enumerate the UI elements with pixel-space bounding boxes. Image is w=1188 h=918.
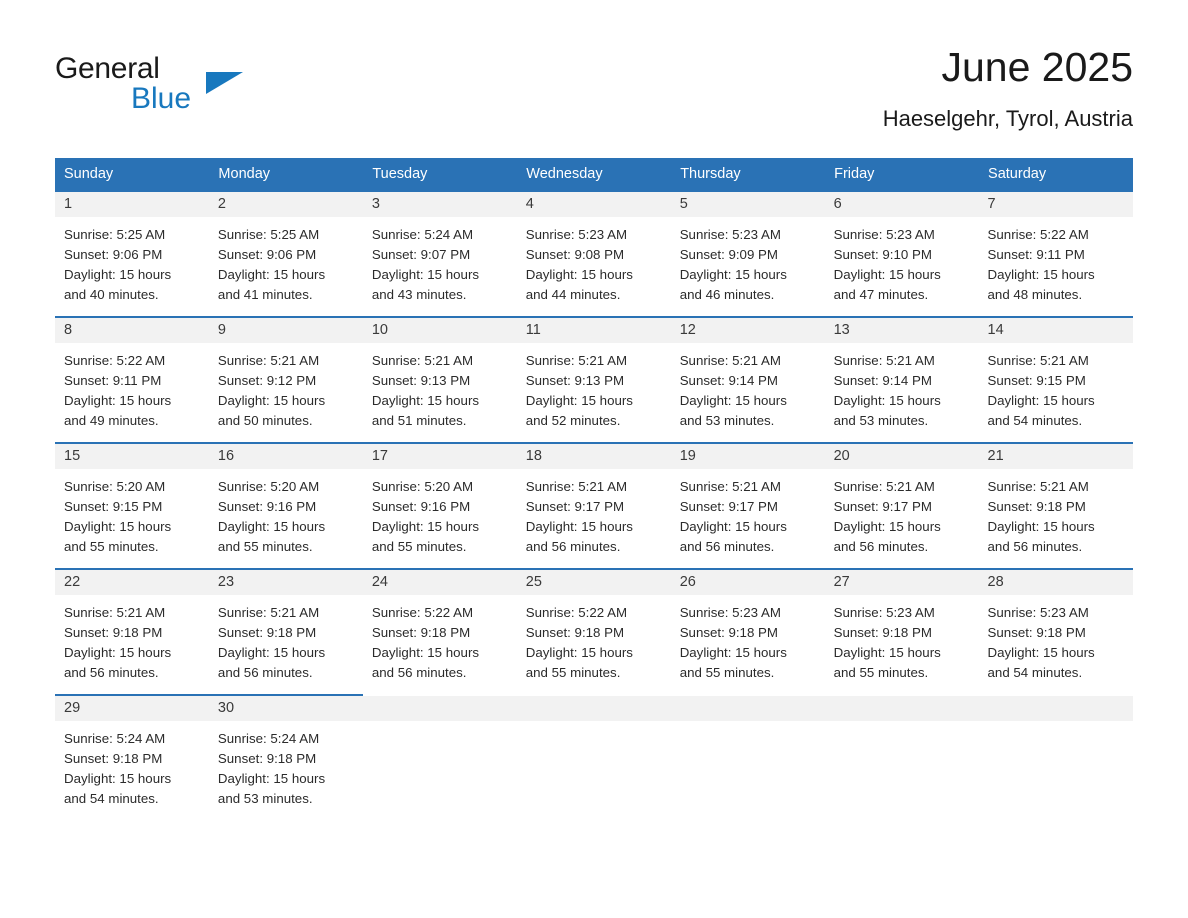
daylight-text-line2: and 47 minutes.: [833, 287, 929, 302]
logo-flag-icon: [206, 72, 243, 94]
daylight-text-line2: and 50 minutes.: [217, 413, 313, 428]
day-number: 7: [979, 190, 1133, 217]
day-number: 25: [517, 568, 671, 595]
day-number: 21: [979, 442, 1133, 469]
day-number: 4: [517, 190, 671, 217]
daylight-text-line2: and 43 minutes.: [371, 287, 467, 302]
sunrise-text: Sunrise: 5:20 AM: [217, 479, 320, 494]
day-cell[interactable]: [209, 442, 363, 568]
daylight-text-line1: Daylight: 15 hours: [987, 267, 1095, 282]
daylight-text-line2: and 55 minutes.: [217, 539, 313, 554]
day-number: 2: [209, 190, 363, 217]
table-cell: [209, 316, 363, 442]
day-number: 27: [825, 568, 979, 595]
sunset-text: Sunset: 9:11 PM: [64, 373, 162, 388]
day-number: 14: [979, 316, 1133, 343]
logo-text-general: General: [55, 52, 160, 85]
sunrise-text: Sunrise: 5:22 AM: [987, 227, 1089, 242]
table-cell: [363, 568, 517, 694]
day-cell[interactable]: [671, 568, 825, 694]
table-cell: [55, 442, 209, 568]
table-cell: [671, 442, 825, 568]
day-info: [363, 217, 517, 305]
daylight-text-line1: Daylight: 15 hours: [217, 771, 326, 786]
table-cell: [979, 694, 1133, 820]
page-header: [55, 44, 1133, 149]
calendar-week-row: [55, 316, 1133, 442]
sunset-text: Sunset: 9:16 PM: [217, 499, 317, 514]
table-cell: [825, 442, 979, 568]
sunrise-text: Sunrise: 5:21 AM: [833, 479, 935, 494]
sunrise-text: Sunrise: 5:20 AM: [371, 479, 474, 494]
daylight-text-line2: and 53 minutes.: [833, 413, 929, 428]
sunrise-text: Sunrise: 5:22 AM: [371, 605, 474, 620]
sunset-text: Sunset: 9:18 PM: [679, 625, 778, 640]
daylight-text-line2: and 55 minutes.: [64, 539, 159, 554]
day-cell[interactable]: [671, 442, 825, 568]
day-info: [209, 595, 363, 683]
day-number: 29: [55, 694, 209, 721]
day-info: [363, 595, 517, 683]
sunset-text: Sunset: 9:07 PM: [371, 247, 471, 262]
table-cell: [55, 190, 209, 316]
day-info: [825, 217, 979, 305]
daylight-text-line2: and 53 minutes.: [217, 791, 313, 806]
day-number: [363, 694, 517, 721]
sunrise-text: Sunrise: 5:21 AM: [371, 353, 474, 368]
daylight-text-line1: Daylight: 15 hours: [64, 393, 172, 408]
sunset-text: Sunset: 9:08 PM: [525, 247, 625, 262]
day-cell[interactable]: [671, 316, 825, 442]
table-cell: [517, 190, 671, 316]
day-cell[interactable]: [363, 190, 517, 316]
sunrise-text: Sunrise: 5:23 AM: [525, 227, 628, 242]
calendar-week-row: [55, 568, 1133, 694]
sunset-text: Sunset: 9:18 PM: [64, 625, 163, 640]
day-number: 19: [671, 442, 825, 469]
daylight-text-line2: and 46 minutes.: [679, 287, 775, 302]
sunset-text: Sunset: 9:09 PM: [679, 247, 778, 262]
day-number: 26: [671, 568, 825, 595]
day-number: 23: [209, 568, 363, 595]
day-number: 20: [825, 442, 979, 469]
daylight-text-line1: Daylight: 15 hours: [833, 645, 941, 660]
table-cell: [209, 442, 363, 568]
generalblue-logo: [55, 52, 265, 124]
table-cell: [55, 316, 209, 442]
sunrise-text: Sunrise: 5:22 AM: [64, 353, 166, 368]
day-cell[interactable]: [979, 316, 1133, 442]
day-cell[interactable]: [55, 568, 209, 694]
day-number: 24: [363, 568, 517, 595]
daylight-text-line1: Daylight: 15 hours: [217, 519, 326, 534]
calendar-week-row: [55, 190, 1133, 316]
day-info: [671, 343, 825, 431]
day-info: [55, 343, 209, 431]
day-info: [517, 343, 671, 431]
table-cell: [671, 694, 825, 820]
day-cell-empty: [363, 694, 517, 820]
sunset-text: Sunset: 9:14 PM: [679, 373, 778, 388]
logo-text-blue: Blue: [131, 82, 192, 115]
sunrise-text: Sunrise: 5:23 AM: [679, 227, 781, 242]
day-number: 18: [517, 442, 671, 469]
day-info: [363, 343, 517, 431]
table-cell: [55, 568, 209, 694]
day-number: 17: [363, 442, 517, 469]
day-cell[interactable]: [55, 190, 209, 316]
daylight-text-line1: Daylight: 15 hours: [371, 267, 480, 282]
day-info: [671, 469, 825, 557]
daylight-text-line1: Daylight: 15 hours: [525, 645, 633, 660]
day-cell[interactable]: [979, 190, 1133, 316]
day-number: 9: [209, 316, 363, 343]
sunrise-text: Sunrise: 5:23 AM: [987, 605, 1089, 620]
day-info: [363, 469, 517, 557]
table-cell: [363, 694, 517, 820]
sunrise-text: Sunrise: 5:24 AM: [64, 731, 166, 746]
daylight-text-line2: and 55 minutes.: [371, 539, 467, 554]
table-cell: [517, 442, 671, 568]
daylight-text-line2: and 41 minutes.: [217, 287, 313, 302]
daylight-text-line1: Daylight: 15 hours: [679, 645, 787, 660]
day-number: [825, 694, 979, 721]
sunset-text: Sunset: 9:15 PM: [987, 373, 1086, 388]
sunrise-text: Sunrise: 5:20 AM: [64, 479, 166, 494]
daylight-text-line2: and 56 minutes.: [833, 539, 929, 554]
sunset-text: Sunset: 9:18 PM: [217, 751, 317, 766]
day-cell[interactable]: [517, 568, 671, 694]
day-cell[interactable]: [363, 316, 517, 442]
sunset-text: Sunset: 9:14 PM: [833, 373, 932, 388]
daylight-text-line2: and 51 minutes.: [371, 413, 467, 428]
sunrise-text: Sunrise: 5:23 AM: [679, 605, 781, 620]
day-info: [209, 469, 363, 557]
sunrise-text: Sunrise: 5:24 AM: [371, 227, 474, 242]
day-info: [517, 469, 671, 557]
calendar-week-row: [55, 442, 1133, 568]
sunset-text: Sunset: 9:18 PM: [833, 625, 932, 640]
day-cell[interactable]: [517, 442, 671, 568]
table-cell: [979, 316, 1133, 442]
weekday-header-monday: Monday: [209, 158, 363, 190]
day-info: [55, 721, 209, 809]
day-info: [671, 217, 825, 305]
sunrise-text: Sunrise: 5:21 AM: [217, 353, 320, 368]
daylight-text-line2: and 40 minutes.: [64, 287, 159, 302]
sunset-text: Sunset: 9:17 PM: [679, 499, 778, 514]
day-info: [979, 343, 1133, 431]
day-info: [825, 469, 979, 557]
weekday-header-tuesday: Tuesday: [363, 158, 517, 190]
day-info: [979, 217, 1133, 305]
daylight-text-line2: and 56 minutes.: [371, 665, 467, 680]
daylight-text-line1: Daylight: 15 hours: [833, 519, 941, 534]
daylight-text-line1: Daylight: 15 hours: [371, 645, 480, 660]
day-info: [979, 595, 1133, 683]
daylight-text-line1: Daylight: 15 hours: [217, 267, 326, 282]
day-info: [979, 469, 1133, 557]
sunrise-text: Sunrise: 5:21 AM: [987, 353, 1089, 368]
daylight-text-line2: and 56 minutes.: [217, 665, 313, 680]
day-number: 3: [363, 190, 517, 217]
daylight-text-line2: and 54 minutes.: [64, 791, 159, 806]
day-cell[interactable]: [363, 568, 517, 694]
daylight-text-line1: Daylight: 15 hours: [679, 267, 787, 282]
day-info: [671, 595, 825, 683]
sunset-text: Sunset: 9:18 PM: [371, 625, 471, 640]
day-cell[interactable]: [517, 316, 671, 442]
daylight-text-line2: and 52 minutes.: [525, 413, 621, 428]
daylight-text-line1: Daylight: 15 hours: [371, 519, 480, 534]
day-cell[interactable]: [55, 442, 209, 568]
day-number: [517, 694, 671, 721]
day-number: 11: [517, 316, 671, 343]
sunrise-text: Sunrise: 5:23 AM: [833, 227, 935, 242]
sunrise-text: Sunrise: 5:21 AM: [525, 353, 628, 368]
day-cell[interactable]: [825, 316, 979, 442]
day-cell-empty: [671, 694, 825, 820]
daylight-text-line1: Daylight: 15 hours: [217, 393, 326, 408]
weekday-header-saturday: Saturday: [979, 158, 1133, 190]
weekday-header-friday: Friday: [825, 158, 979, 190]
sunset-text: Sunset: 9:18 PM: [525, 625, 625, 640]
daylight-text-line2: and 49 minutes.: [64, 413, 159, 428]
sunset-text: Sunset: 9:10 PM: [833, 247, 932, 262]
day-info: [825, 595, 979, 683]
day-cell-empty: [825, 694, 979, 820]
table-cell: [209, 190, 363, 316]
sunrise-text: Sunrise: 5:22 AM: [525, 605, 628, 620]
day-cell[interactable]: [55, 694, 209, 820]
day-cell[interactable]: [363, 442, 517, 568]
table-cell: [363, 190, 517, 316]
sunset-text: Sunset: 9:18 PM: [64, 751, 163, 766]
sunset-text: Sunset: 9:18 PM: [987, 625, 1086, 640]
day-number: [671, 694, 825, 721]
daylight-text-line1: Daylight: 15 hours: [525, 267, 633, 282]
sunset-text: Sunset: 9:11 PM: [987, 247, 1085, 262]
table-cell: [209, 568, 363, 694]
daylight-text-line1: Daylight: 15 hours: [64, 645, 172, 660]
daylight-text-line1: Daylight: 15 hours: [525, 393, 633, 408]
weekday-header-wednesday: Wednesday: [517, 158, 671, 190]
daylight-text-line2: and 55 minutes.: [525, 665, 621, 680]
sunset-text: Sunset: 9:13 PM: [525, 373, 625, 388]
day-cell[interactable]: [209, 316, 363, 442]
daylight-text-line1: Daylight: 15 hours: [64, 519, 172, 534]
daylight-text-line1: Daylight: 15 hours: [525, 519, 633, 534]
day-cell[interactable]: [825, 568, 979, 694]
day-cell[interactable]: [979, 442, 1133, 568]
page-subtitle-location: Haeselgehr, Tyrol, Austria: [882, 106, 1133, 131]
day-cell[interactable]: [671, 190, 825, 316]
day-number: 13: [825, 316, 979, 343]
daylight-text-line2: and 54 minutes.: [987, 413, 1083, 428]
sunset-text: Sunset: 9:15 PM: [64, 499, 163, 514]
sunset-text: Sunset: 9:18 PM: [217, 625, 317, 640]
weekday-header-thursday: Thursday: [671, 158, 825, 190]
day-number: 1: [55, 190, 209, 217]
sunrise-text: Sunrise: 5:24 AM: [217, 731, 320, 746]
daylight-text-line2: and 56 minutes.: [987, 539, 1083, 554]
day-number: 12: [671, 316, 825, 343]
day-info: [209, 217, 363, 305]
weekday-header-sunday: Sunday: [55, 158, 209, 190]
day-cell[interactable]: [825, 190, 979, 316]
day-cell[interactable]: [55, 316, 209, 442]
sunrise-text: Sunrise: 5:21 AM: [987, 479, 1089, 494]
day-number: 28: [979, 568, 1133, 595]
daylight-text-line1: Daylight: 15 hours: [833, 267, 941, 282]
sunset-text: Sunset: 9:12 PM: [217, 373, 317, 388]
sunset-text: Sunset: 9:17 PM: [833, 499, 932, 514]
table-cell: [671, 568, 825, 694]
sunrise-text: Sunrise: 5:21 AM: [833, 353, 935, 368]
daylight-text-line1: Daylight: 15 hours: [217, 645, 326, 660]
sunset-text: Sunset: 9:13 PM: [371, 373, 471, 388]
day-cell[interactable]: [209, 190, 363, 316]
sunset-text: Sunset: 9:16 PM: [371, 499, 471, 514]
daylight-text-line1: Daylight: 15 hours: [987, 519, 1095, 534]
daylight-text-line1: Daylight: 15 hours: [371, 393, 480, 408]
daylight-text-line2: and 56 minutes.: [64, 665, 159, 680]
daylight-text-line2: and 55 minutes.: [833, 665, 929, 680]
table-cell: [517, 568, 671, 694]
day-info: [55, 469, 209, 557]
sunrise-text: Sunrise: 5:21 AM: [64, 605, 166, 620]
daylight-text-line1: Daylight: 15 hours: [679, 519, 787, 534]
day-info: [209, 343, 363, 431]
table-cell: [825, 316, 979, 442]
daylight-text-line2: and 56 minutes.: [525, 539, 621, 554]
day-info: [517, 595, 671, 683]
day-number: [979, 694, 1133, 721]
day-info: [55, 595, 209, 683]
day-number: 5: [671, 190, 825, 217]
day-cell-empty: [979, 694, 1133, 820]
day-number: 8: [55, 316, 209, 343]
daylight-text-line2: and 48 minutes.: [987, 287, 1083, 302]
day-cell-empty: [517, 694, 671, 820]
daylight-text-line1: Daylight: 15 hours: [64, 267, 172, 282]
day-cell[interactable]: [825, 442, 979, 568]
table-cell: [671, 190, 825, 316]
daylight-text-line2: and 53 minutes.: [679, 413, 775, 428]
day-cell[interactable]: [209, 694, 363, 820]
day-number: 15: [55, 442, 209, 469]
table-cell: [517, 694, 671, 820]
sunrise-text: Sunrise: 5:25 AM: [64, 227, 166, 242]
sunrise-text: Sunrise: 5:25 AM: [217, 227, 320, 242]
sunrise-text: Sunrise: 5:21 AM: [679, 353, 781, 368]
day-info: [517, 217, 671, 305]
day-number: 22: [55, 568, 209, 595]
daylight-text-line1: Daylight: 15 hours: [987, 393, 1095, 408]
sunset-text: Sunset: 9:06 PM: [217, 247, 317, 262]
table-cell: [209, 694, 363, 820]
daylight-text-line1: Daylight: 15 hours: [833, 393, 941, 408]
table-cell: [363, 442, 517, 568]
sunset-text: Sunset: 9:18 PM: [987, 499, 1086, 514]
day-cell[interactable]: [209, 568, 363, 694]
sunrise-text: Sunrise: 5:23 AM: [833, 605, 935, 620]
page-title: June 2025: [941, 44, 1133, 90]
day-number: 10: [363, 316, 517, 343]
weekday-header-row: [55, 158, 1133, 190]
sunrise-text: Sunrise: 5:21 AM: [217, 605, 320, 620]
table-cell: [825, 694, 979, 820]
sunrise-text: Sunrise: 5:21 AM: [679, 479, 781, 494]
calendar-week-row: [55, 694, 1133, 820]
day-info: [209, 721, 363, 809]
day-cell[interactable]: [979, 568, 1133, 694]
day-cell[interactable]: [517, 190, 671, 316]
table-cell: [979, 442, 1133, 568]
sunset-text: Sunset: 9:17 PM: [525, 499, 625, 514]
table-cell: [363, 316, 517, 442]
daylight-text-line2: and 55 minutes.: [679, 665, 775, 680]
table-cell: [55, 694, 209, 820]
sunrise-text: Sunrise: 5:21 AM: [525, 479, 628, 494]
day-info: [825, 343, 979, 431]
daylight-text-line1: Daylight: 15 hours: [987, 645, 1095, 660]
daylight-text-line2: and 54 minutes.: [987, 665, 1083, 680]
sunset-text: Sunset: 9:06 PM: [64, 247, 163, 262]
daylight-text-line1: Daylight: 15 hours: [64, 771, 172, 786]
day-number: 16: [209, 442, 363, 469]
table-cell: [979, 568, 1133, 694]
table-cell: [825, 190, 979, 316]
table-cell: [825, 568, 979, 694]
day-number: 6: [825, 190, 979, 217]
table-cell: [671, 316, 825, 442]
table-cell: [979, 190, 1133, 316]
table-cell: [517, 316, 671, 442]
daylight-text-line2: and 44 minutes.: [525, 287, 621, 302]
daylight-text-line2: and 56 minutes.: [679, 539, 775, 554]
daylight-text-line1: Daylight: 15 hours: [679, 393, 787, 408]
sunrise-sunset-calendar: [55, 158, 1133, 820]
day-number: 30: [209, 694, 363, 721]
day-info: [55, 217, 209, 305]
